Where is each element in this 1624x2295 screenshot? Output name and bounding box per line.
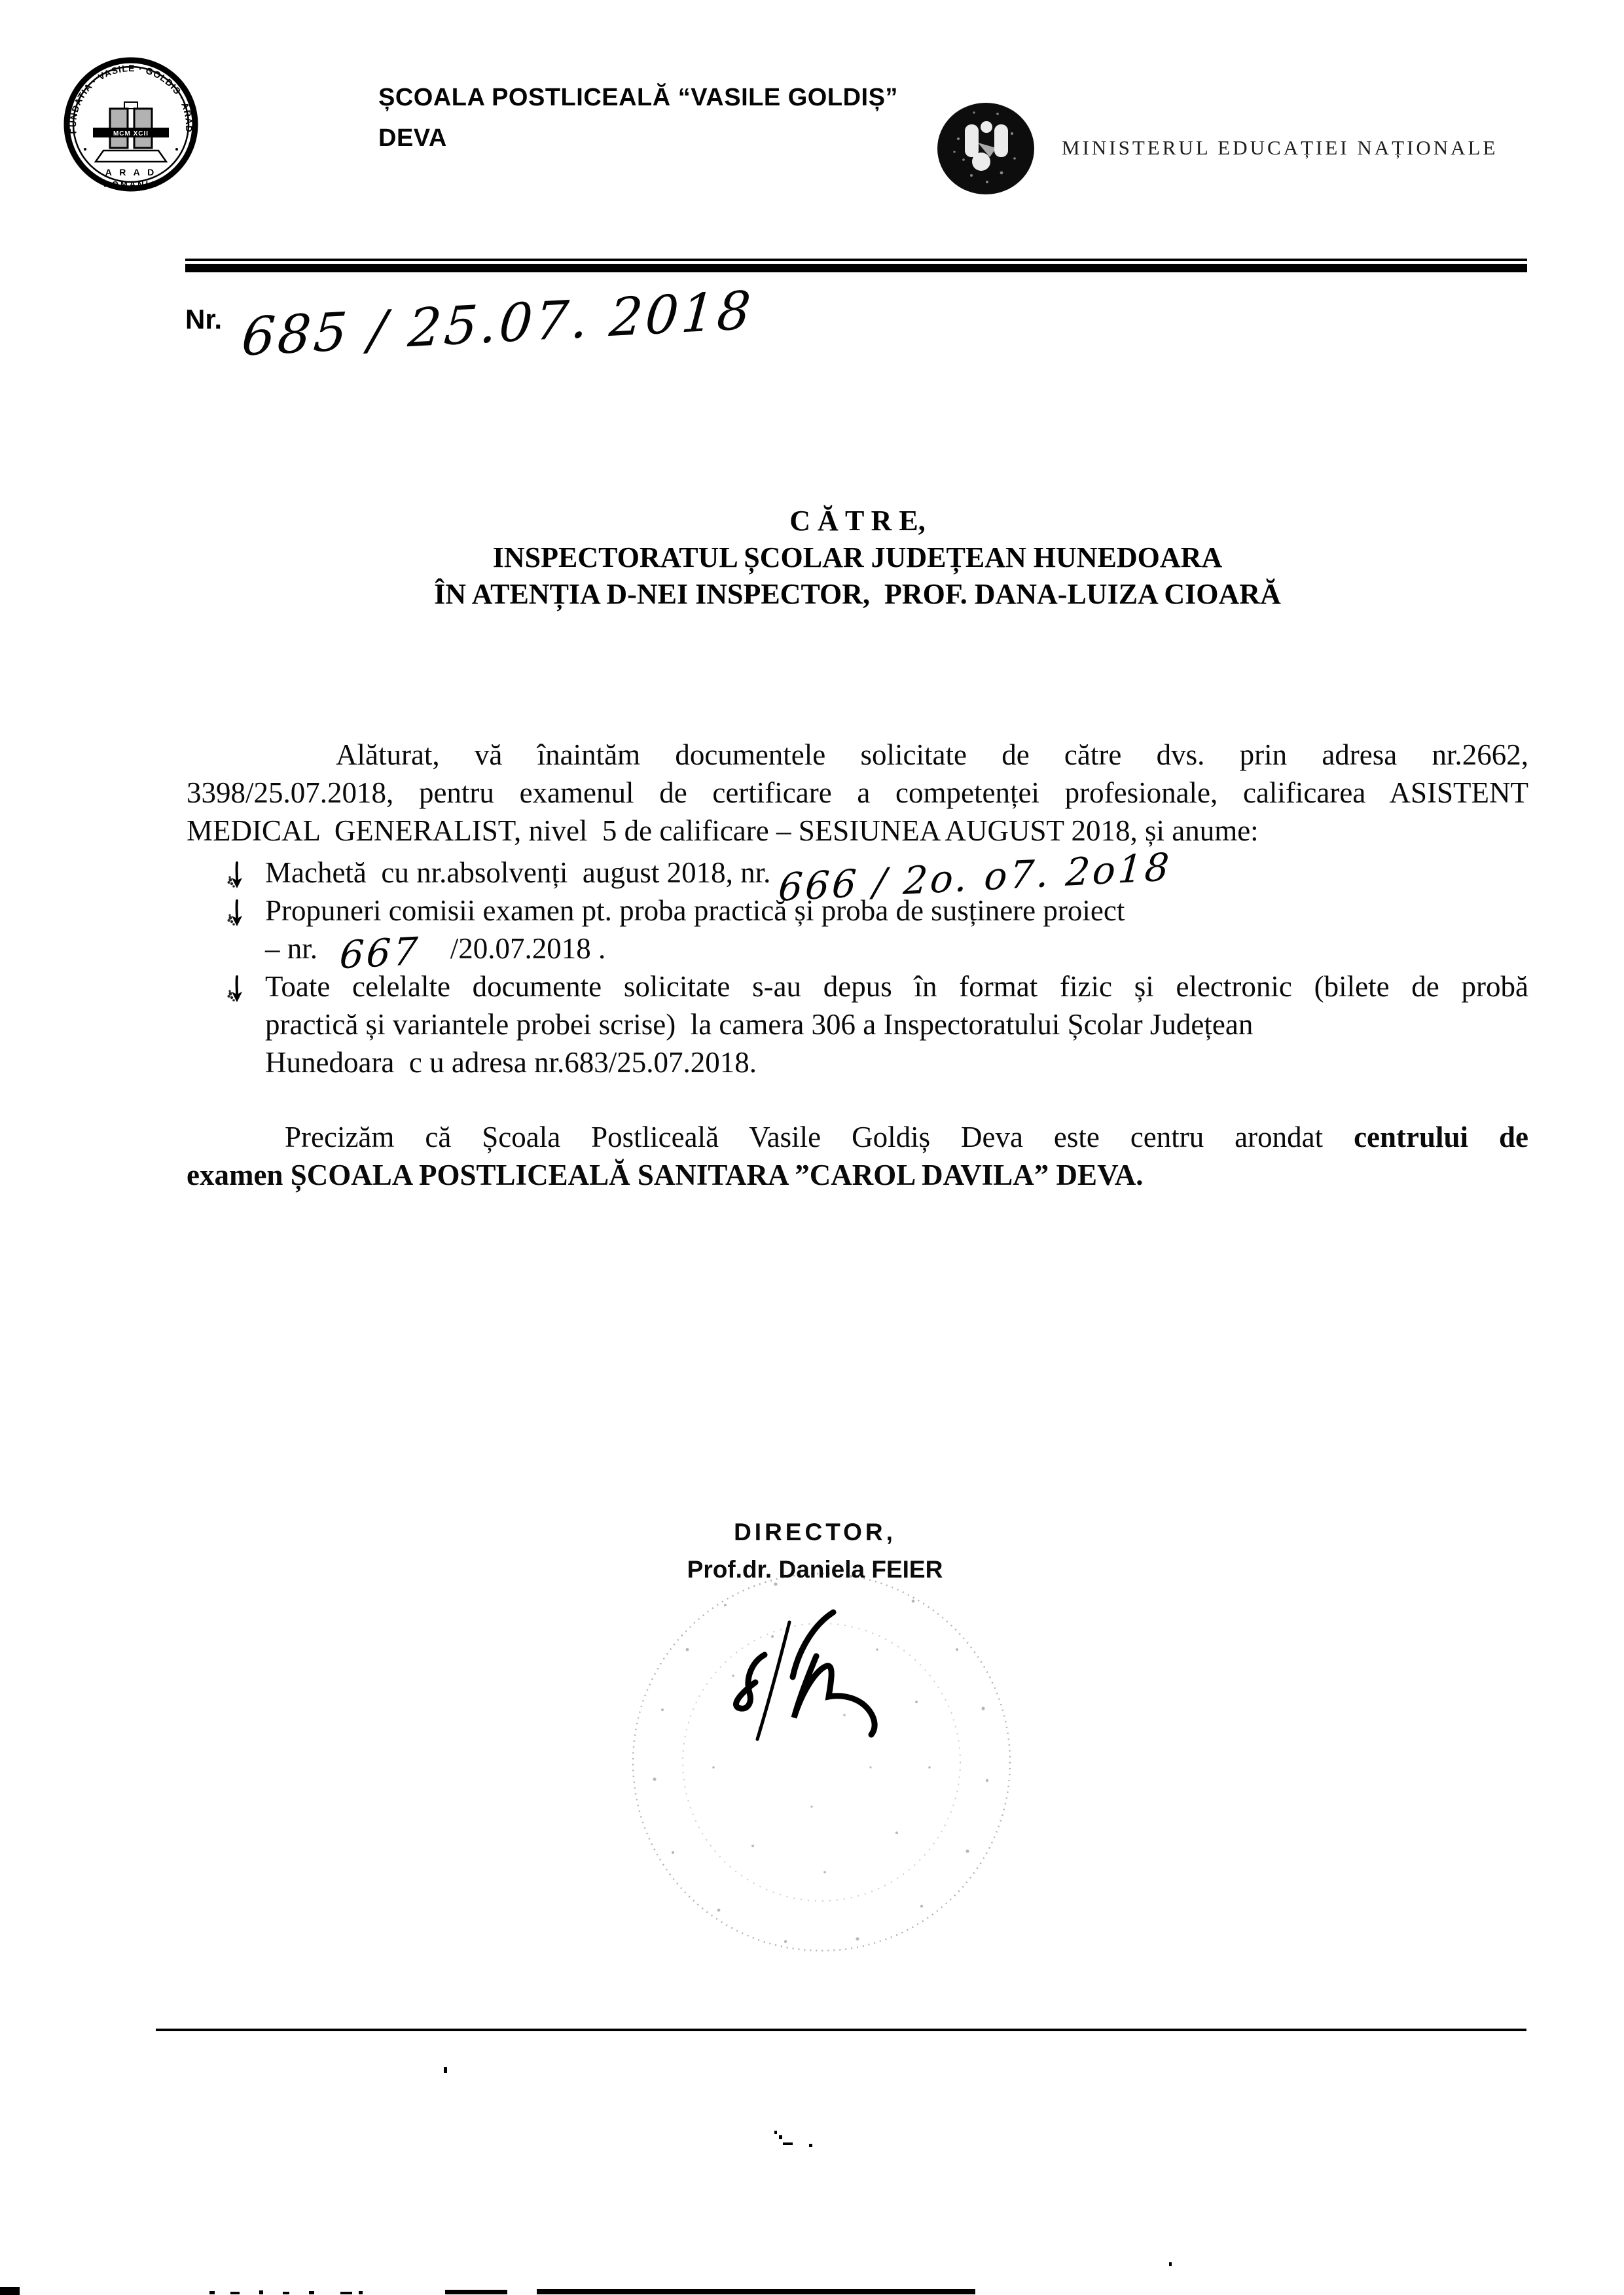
scan-edge-artifact	[359, 2291, 363, 2294]
registration-label: Nr.	[185, 304, 223, 334]
bullet-3-line: practică și variantele probei scrise) la camera 306 a Inspectoratului Școlar Județean	[265, 1008, 1254, 1041]
list-item-text	[265, 844, 1528, 910]
scan-edge-artifact	[445, 2290, 507, 2294]
scan-edge-artifact	[537, 2289, 975, 2294]
school-seal-logo	[52, 46, 209, 203]
scan-speck	[774, 2131, 777, 2134]
bullet-1-handwritten-number: 666 / 2o. o7. 2o18	[776, 844, 1173, 910]
scan-edge-artifact	[0, 2287, 20, 2295]
scan-edge-artifact	[230, 2292, 240, 2294]
list-item-text	[265, 967, 1528, 1081]
footer-divider-rule	[156, 2029, 1526, 2031]
scan-speck	[779, 2135, 782, 2139]
scan-edge-artifact	[209, 2291, 215, 2294]
school-name	[378, 77, 967, 158]
arrow-bullet-icon	[227, 860, 247, 889]
scan-speck	[444, 2067, 447, 2073]
heading-line2: INSPECTORATUL ȘCOLAR JUDEȚEAN HUNEDOARA	[492, 541, 1223, 573]
list-item	[187, 844, 1528, 910]
scan-edge-artifact	[340, 2292, 352, 2294]
bullet-2-dash-label: – nr.	[265, 932, 318, 965]
bullet-2-text: Propuneri comisii examen pt. proba practică și proba de susținere proiect	[265, 894, 1125, 927]
addressee-heading	[187, 503, 1528, 613]
heading-line3: ÎN ATENȚIA D-NEI INSPECTOR, PROF. DANA-LUIZA CIOARĂ	[434, 578, 1281, 610]
bullet-3-line: Hunedoara c u adresa nr.683/25.07.2018.	[265, 1046, 757, 1079]
list-item	[187, 967, 1528, 1081]
svg-text:FUNDATIA · VASILE · GOLDIS · A	[67, 63, 194, 134]
scan-edge-artifact	[309, 2291, 314, 2294]
registration-number-handwritten: 685 / 25.07. 2018	[240, 280, 755, 368]
bullet-2-date: /20.07.2018 .	[450, 932, 606, 965]
signature	[736, 1612, 875, 1739]
director-name: Prof.dr. Daniela FEIER	[687, 1556, 943, 1583]
seal-motto-text: MCM XCII	[113, 130, 149, 137]
paragraph-2-line1	[187, 1118, 1528, 1156]
paragraph-1-line: MEDICAL GENERALIST, nivel 5 de calificare – SESIUNEA AUGUST 2018, și anume:	[187, 814, 1259, 847]
paragraph-2-line2	[187, 1156, 1528, 1194]
bullet-2-number-line	[265, 928, 1528, 978]
paragraph-1-line: 3398/25.07.2018, pentru examenul de certificare a competenței profesionale, calificarea ASISTENT	[187, 776, 1528, 809]
paragraph-1-line: Alăturat, vă înaintăm documentele solicitate de către dvs. prin adresa nr.2662,	[336, 738, 1528, 771]
school-name-line1: ȘCOALA POSTLICEALĂ “VASILE GOLDIȘ”	[378, 84, 898, 111]
director-title: DIRECTOR,	[734, 1519, 896, 1545]
scan-speck	[809, 2144, 812, 2147]
school-name-line2: DEVA	[378, 124, 447, 152]
scan-speck	[783, 2142, 793, 2145]
seal-ring-text: FUNDATIA · VASILE · GOLDIS · ARAD	[67, 63, 195, 135]
bullet-2-handwritten-number: 667	[338, 928, 422, 978]
paragraph-2-bold-text: centrului de	[1354, 1121, 1528, 1153]
arrow-bullet-icon	[227, 898, 247, 927]
seal-city-text: A R A D	[105, 167, 157, 177]
paragraph-2	[187, 1118, 1528, 1194]
header-divider-rule	[185, 259, 1527, 272]
ministry-emblem-icon	[935, 99, 1039, 201]
heading-line1: C Ă T R E,	[789, 505, 926, 537]
scan-speck	[1169, 2262, 1172, 2266]
scan-edge-artifact	[259, 2290, 263, 2294]
letter-body	[187, 736, 1528, 1194]
seal-book-emblem	[84, 102, 178, 177]
seal-ring-bottom-text: ROMANIA	[103, 179, 158, 189]
attachment-list	[187, 844, 1528, 1081]
stamp-and-signature	[615, 1558, 1034, 1977]
bullet-3-line: Toate celelalte documente solicitate s-au depus în format fizic și electronic (bilete de probă	[265, 970, 1528, 1003]
exam-center-bold-text: examen ȘCOALA POSTLICEALĂ SANITARA ”CAROL DAVILA” DEVA.	[187, 1159, 1144, 1191]
paragraph-2-normal-text: Precizăm că Școala Postliceală Vasile Goldiș Deva este centru arondat	[285, 1121, 1354, 1153]
registration-number-line	[185, 280, 755, 368]
scan-edge-artifact	[283, 2292, 289, 2294]
arrow-bullet-icon	[227, 974, 247, 1003]
paragraph-1	[187, 736, 1528, 850]
bullet-1-text: Machetă cu nr.absolvenți august 2018, nr.	[265, 856, 778, 889]
ministry-label: MINISTERUL EDUCAȚIEI NAȚIONALE	[1062, 136, 1498, 159]
